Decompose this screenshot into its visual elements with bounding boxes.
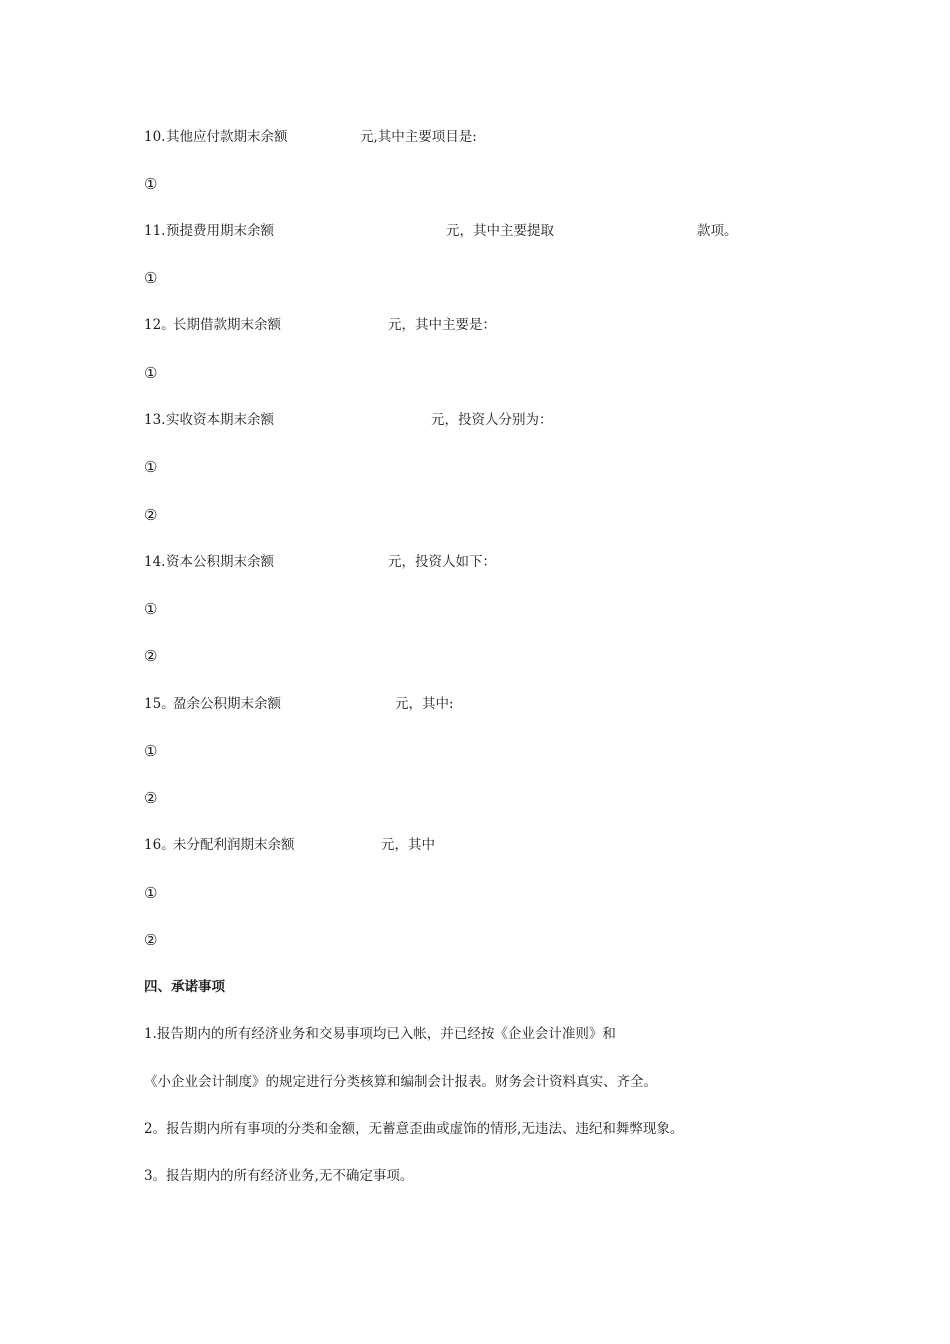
item-15-number: 15。 xyxy=(144,696,175,712)
commitment-3: 3。报告期内的所有经济业务,无不确定事项。 xyxy=(144,1168,414,1184)
item-10-number: 10. xyxy=(144,129,166,145)
item-10-tail: 元,其中主要项目是: xyxy=(360,129,477,145)
item-13-tail: 元，投资人分别为： xyxy=(431,412,553,428)
item-15-sub-2: ② xyxy=(144,789,158,807)
item-13-number: 13. xyxy=(144,412,166,428)
item-16-label: 未分配利润期末余额 xyxy=(173,837,295,853)
item-11-number: 11. xyxy=(144,223,166,239)
item-15-tail: 元，其中: xyxy=(395,696,454,712)
item-10-sub-1: ① xyxy=(144,175,158,193)
item-11-label: 预提费用期末余额 xyxy=(166,223,274,239)
item-10-label: 其他应付款期末余额 xyxy=(166,129,288,145)
commitment-1-line-1: 1.报告期内的所有经济业务和交易事项均已入帐，并已经按《企业会计准则》和 xyxy=(144,1026,616,1042)
item-13-label: 实收资本期末余额 xyxy=(166,412,274,428)
item-16-sub-2: ② xyxy=(144,931,158,949)
item-14-tail: 元，投资人如下： xyxy=(388,554,496,570)
item-13-sub-1: ① xyxy=(144,458,158,476)
item-16-tail: 元，其中 xyxy=(381,837,435,853)
section-4-heading: 四、承诺事项 xyxy=(144,979,225,995)
commitment-2: 2。报告期内所有事项的分类和金额，无蓄意歪曲或虚饰的情形,无违法、违纪和舞弊现象。 xyxy=(144,1121,684,1137)
item-14-label: 资本公积期末余额 xyxy=(166,554,274,570)
commitment-1-line-2: 《小企业会计制度》的规定进行分类核算和编制会计报表。财务会计资料真实、齐全。 xyxy=(144,1074,657,1090)
item-14-number: 14. xyxy=(144,554,166,570)
item-16-number: 16。 xyxy=(144,837,175,853)
item-14-sub-2: ② xyxy=(144,647,158,665)
item-11-tail: 款项。 xyxy=(697,223,738,239)
item-12-label: 长期借款期末余额 xyxy=(173,317,281,333)
item-15-sub-1: ① xyxy=(144,742,158,760)
item-14-sub-1: ① xyxy=(144,600,158,618)
item-12-tail: 元，其中主要是： xyxy=(388,317,496,333)
item-15-label: 盈余公积期末余额 xyxy=(173,696,281,712)
item-13-sub-2: ② xyxy=(144,506,158,524)
item-12-number: 12。 xyxy=(144,317,175,333)
item-12-sub-1: ① xyxy=(144,364,158,382)
item-16-sub-1: ① xyxy=(144,884,158,902)
item-11-mid: 元，其中主要提取 xyxy=(446,223,554,239)
item-11-sub-1: ① xyxy=(144,269,158,287)
